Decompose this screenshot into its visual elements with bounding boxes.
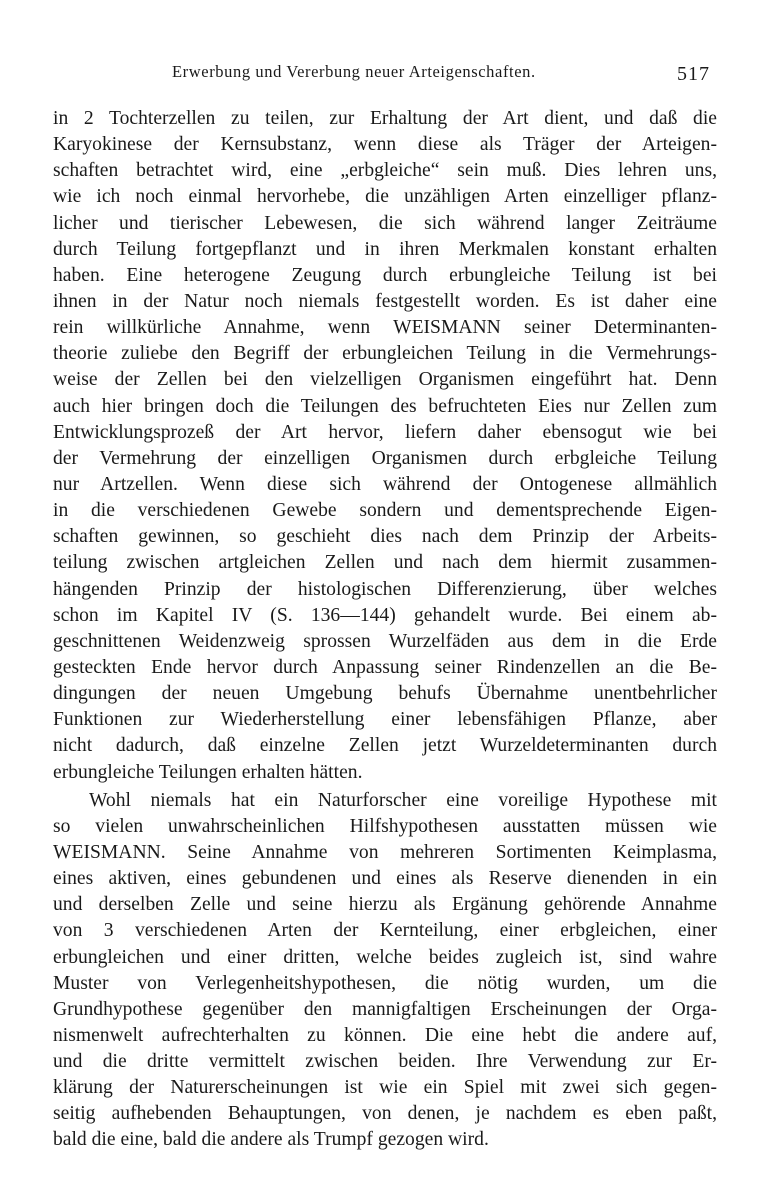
text-line: auch hier bringen doch die Teilungen des befruchteten Eies nur Zellen zum	[53, 395, 717, 417]
text-line: geschnittenen Weidenzweig sprossen Wurzelfäden aus dem in die Erde	[53, 630, 717, 652]
text-line: dingungen der neuen Umgebung behufs Übernahme unentbehrlicher	[53, 683, 717, 705]
text-line: Wohl niemals hat ein Naturforscher eine voreilige Hypothese mit	[89, 789, 717, 811]
text-line: Karyokinese der Kernsubstanz, wenn diese als Träger der Arteigen-	[53, 134, 717, 156]
paragraph-1	[53, 106, 717, 786]
text-line: nur Artzellen. Wenn diese sich während der Ontogenese allmählich	[53, 473, 717, 495]
text-line: der Vermehrung der einzelligen Organismen durch erbgleiche Teilung	[53, 447, 717, 469]
text-line: so vielen unwahrscheinlichen Hilfshypothesen ausstatten müssen wie	[53, 815, 717, 837]
text-line: Muster von Verlegenheitshypothesen, die nötig wurden, um die	[53, 972, 717, 994]
paragraph-2	[53, 788, 717, 1154]
text-line: nismenwelt aufrechterhalten zu können. Die eine hebt die andere auf,	[53, 1024, 717, 1046]
text-line: haben. Eine heterogene Zeugung durch erbungleiche Teilung ist bei	[53, 264, 717, 286]
text-line: Entwicklungsprozeß der Art hervor, liefern daher ebensogut wie bei	[53, 421, 717, 443]
text-line: und die dritte vermittelt zwischen beiden. Ihre Verwendung zur Er-	[53, 1051, 717, 1073]
text-line: licher und tierischer Lebewesen, die sich während langer Zeiträume	[53, 212, 717, 234]
text-line: rein willkürliche Annahme, wenn WEISMANN seiner Determinanten-	[53, 317, 717, 339]
text-line: gesteckten Ende hervor durch Anpassung seiner Rindenzellen an die Be-	[53, 656, 717, 678]
text-line: und derselben Zelle und seine hierzu als Ergänung gehörende Annahme	[53, 894, 717, 916]
text-line: theorie zuliebe den Begriff der erbungleichen Teilung in die Vermehrungs-	[53, 343, 717, 365]
running-title: Erwerbung und Vererbung neuer Arteigenschaften.	[172, 62, 536, 81]
text-line: bald die eine, bald die andere als Trumpf gezogen wird.	[53, 1129, 489, 1151]
text-line: teilung zwischen artgleichen Zellen und nach dem hiermit zusammen-	[53, 552, 717, 574]
text-line: wie ich noch einmal hervorhebe, die unzähligen Arten einzelliger pflanz-	[53, 186, 717, 208]
text-line: schaften gewinnen, so geschieht dies nach dem Prinzip der Arbeits-	[53, 526, 717, 548]
text-line: seitig aufhebenden Behauptungen, von denen, je nachdem es eben paßt,	[53, 1103, 717, 1125]
text-line: eines aktiven, eines gebundenen und eines als Reserve dienenden in ein	[53, 868, 717, 890]
text-line: in die verschiedenen Gewebe sondern und dementsprechende Eigen-	[53, 500, 717, 522]
body-text	[53, 106, 717, 1154]
text-line: erbungleiche Teilungen erhalten hätten.	[53, 761, 363, 783]
text-line: schon im Kapitel IV (S. 136—144) gehandelt wurde. Bei einem ab-	[53, 604, 717, 626]
page-number: 517	[677, 63, 710, 85]
text-line: WEISMANN. Seine Annahme von mehreren Sortimenten Keimplasma,	[53, 841, 717, 863]
text-line: hängenden Prinzip der histologischen Differenzierung, über welches	[53, 578, 717, 600]
text-line: schaften betrachtet wird, eine „erbgleiche“ sein muß. Dies lehren uns,	[53, 160, 717, 182]
text-line: von 3 verschiedenen Arten der Kernteilung, einer erbgleichen, einer	[53, 920, 717, 942]
text-line: klärung der Naturerscheinungen ist wie ein Spiel mit zwei sich gegen-	[53, 1077, 717, 1099]
text-line: durch Teilung fortgepflanzt und in ihren Merkmalen konstant erhalten	[53, 238, 717, 260]
text-line: erbungleichen und einer dritten, welche beides zugleich ist, sind wahre	[53, 946, 717, 968]
text-line: weise der Zellen bei den vielzelligen Organismen eingeführt hat. Denn	[53, 369, 717, 391]
page-header	[0, 62, 765, 86]
text-line: ihnen in der Natur noch niemals festgestellt worden. Es ist daher eine	[53, 290, 717, 312]
text-line: nicht dadurch, daß einzelne Zellen jetzt Wurzeldeterminanten durch	[53, 735, 717, 757]
text-line: in 2 Tochterzellen zu teilen, zur Erhaltung der Art dient, und daß die	[53, 108, 717, 129]
text-line: Funktionen zur Wiederherstellung einer lebensfähigen Pflanze, aber	[53, 709, 717, 731]
text-line: Grundhypothese gegenüber den mannigfaltigen Erscheinungen der Orga-	[53, 998, 717, 1020]
